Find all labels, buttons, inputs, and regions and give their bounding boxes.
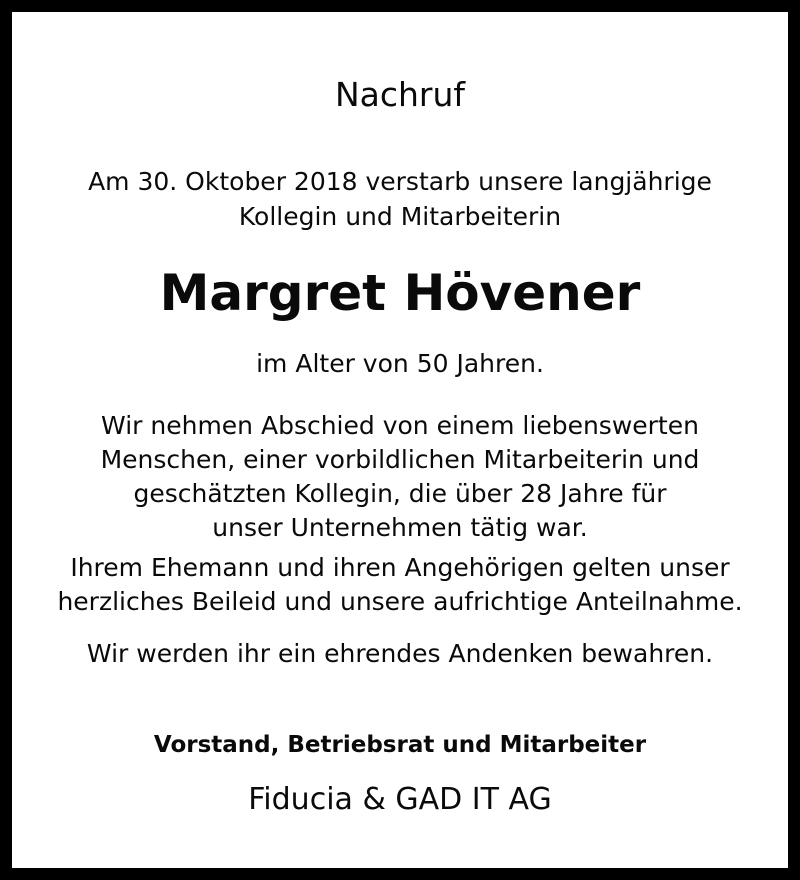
intro-line: Kollegin und Mitarbeiterin [238, 202, 562, 231]
farewell-line: unser Unternehmen tätig war. [212, 513, 588, 542]
farewell-line: geschätzten Kollegin, die über 28 Jahre für [133, 479, 667, 508]
farewell-line: Menschen, einer vorbildlichen Mitarbeiterin und [100, 445, 700, 474]
intro-line: Am 30. Oktober 2018 verstarb unsere langjährige [88, 167, 712, 196]
condolence-line: Ihrem Ehemann und ihren Angehörigen gelten unser [70, 553, 730, 582]
memory-line: Wir werden ihr ein ehrendes Andenken bewahren. [86, 639, 714, 668]
farewell-line: Wir nehmen Abschied von einem liebenswerten [101, 411, 699, 440]
signers-line: Vorstand, Betriebsrat und Mitarbeiter [153, 732, 647, 758]
deceased-name: Margret Hövener [159, 264, 641, 322]
age-line: im Alter von 50 Jahren. [256, 349, 544, 378]
notice-title: Nachruf [334, 75, 466, 114]
company-name: Fiducia & GAD IT AG [248, 782, 552, 817]
condolence-line: herzliches Beileid und unsere aufrichtige Anteilnahme. [57, 587, 743, 616]
